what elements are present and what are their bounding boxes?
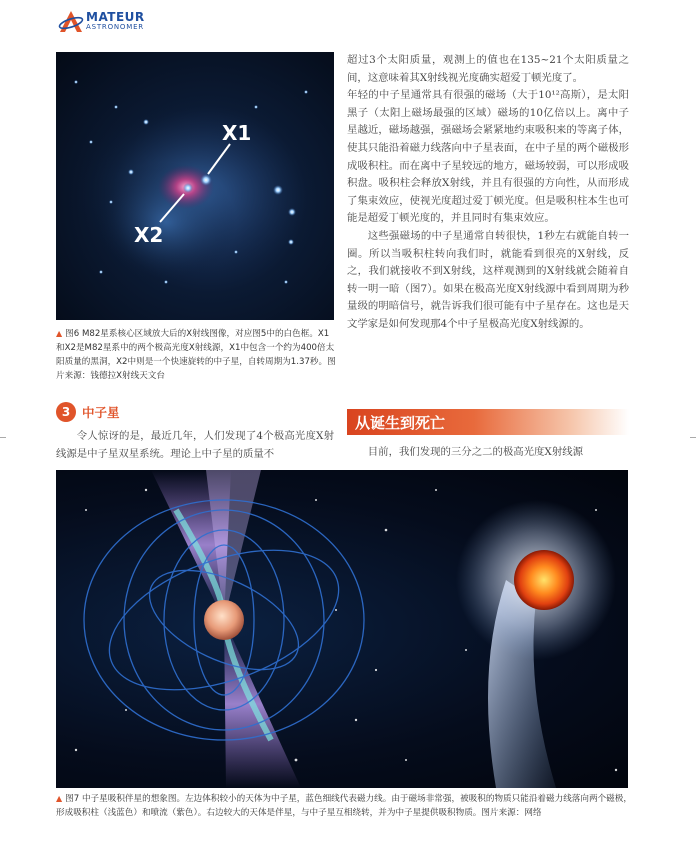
paragraph: 超过3个太阳质量，观测上的值也在135~21个太阳质量之间，这意味着其X射线视光度确实超爱丁顿光度了。 <box>347 54 629 84</box>
figure-6-caption <box>56 327 336 383</box>
figure-7-neutron-star-illustration <box>56 470 628 788</box>
figure-6-tag: 图6 <box>65 329 80 339</box>
paragraph: 令人惊讶的是，最近几年，人们发现了4个极高光度X射线源是中子星双星系统。理论上中子星的质量不 <box>56 430 334 460</box>
m82-xray-illustration <box>56 52 334 320</box>
figure-6-xray-image <box>56 52 334 320</box>
figure-7-caption-text: 中子星吸积伴星的想象图。左边体积较小的天体为中子星，蓝色细线代表磁力线。由于磁场非常强，被吸积的物质只能沿着磁力线落向两个磁极，形成吸积柱（浅蓝色）和喷流（紫色）。右边较大的天体是伴星，与中子星互相绕转，并为中子星提供吸积物质。图片来源：网络 <box>56 794 632 818</box>
figure-6-caption-text: M82星系核心区域放大后的X射线图像，对应图5中的白色框。X1和X2是M82星系中的两个极高光度X射线源，X1中包含一个约为400倍太阳质量的黑洞，X2中则是一个快速旋转的中子星，自转周期为1.37秒。图片来源：钱德拉X射线天文台 <box>56 329 336 381</box>
left-column-text <box>56 428 334 463</box>
section-banner <box>347 409 629 435</box>
neutron-star-accretion-illustration <box>56 470 628 788</box>
figure-7-tag: 图7 <box>65 794 80 804</box>
margin-mark <box>0 437 6 438</box>
banner-title: 从诞生到死亡 <box>355 414 446 432</box>
caption-triangle-icon: ▲ <box>56 794 63 803</box>
section-number-badge: 3 <box>56 402 76 422</box>
margin-mark <box>690 437 696 438</box>
right-column-text-2 <box>347 444 629 462</box>
caption-triangle-icon: ▲ <box>56 329 63 338</box>
astronomer-logo-icon <box>58 8 84 34</box>
paragraph: 年轻的中子星通常具有很强的磁场（大于10¹²高斯），是太阳黑子（太阳上磁场最强的区域）磁场的10亿倍以上。离中子星越近，磁场越强，强磁场会紧紧地约束吸积来的等离子体，使其只能沿着磁力线落向中子星表面，在中子星的两个磁极形成吸积柱。而在离中子星较远的地方，磁场较弱，可以形成吸积盘。吸积柱会释放X射线，并且有很强的方向性，从而形成了集束效应，使视光度超过爱丁顿光度。但是吸积柱本生也可能是超爱丁顿光度的，并且同时有集束效应。 <box>347 89 629 225</box>
right-column-text <box>347 52 629 334</box>
paragraph: 这些强磁场的中子星通常自转很快，1秒左右就能自转一圈。所以当吸积柱转向我们时，就能看到很亮的X射线，反之，我们就接收不到X射线，这样观测到的X射线就会随着自转一明一暗（图7）。如果在极高光度X射线源中看到周期为秒量级的明暗信号，就告诉我们很可能有中子星存在。这也是天文学家是如何发现那4个中子星极高光度X射线源的。 <box>347 229 629 330</box>
figure-7-caption <box>56 792 632 820</box>
logo-text-main: MATEUR <box>86 10 145 24</box>
paragraph: 目前，我们发现的三分之二的极高光度X射线源 <box>367 446 584 458</box>
logo-text-sub: ASTRONOMER <box>86 23 144 31</box>
label-x2: X2 <box>134 223 164 247</box>
section-title: 中子星 <box>82 405 120 420</box>
label-x1: X1 <box>222 121 252 145</box>
magazine-logo <box>58 8 168 36</box>
